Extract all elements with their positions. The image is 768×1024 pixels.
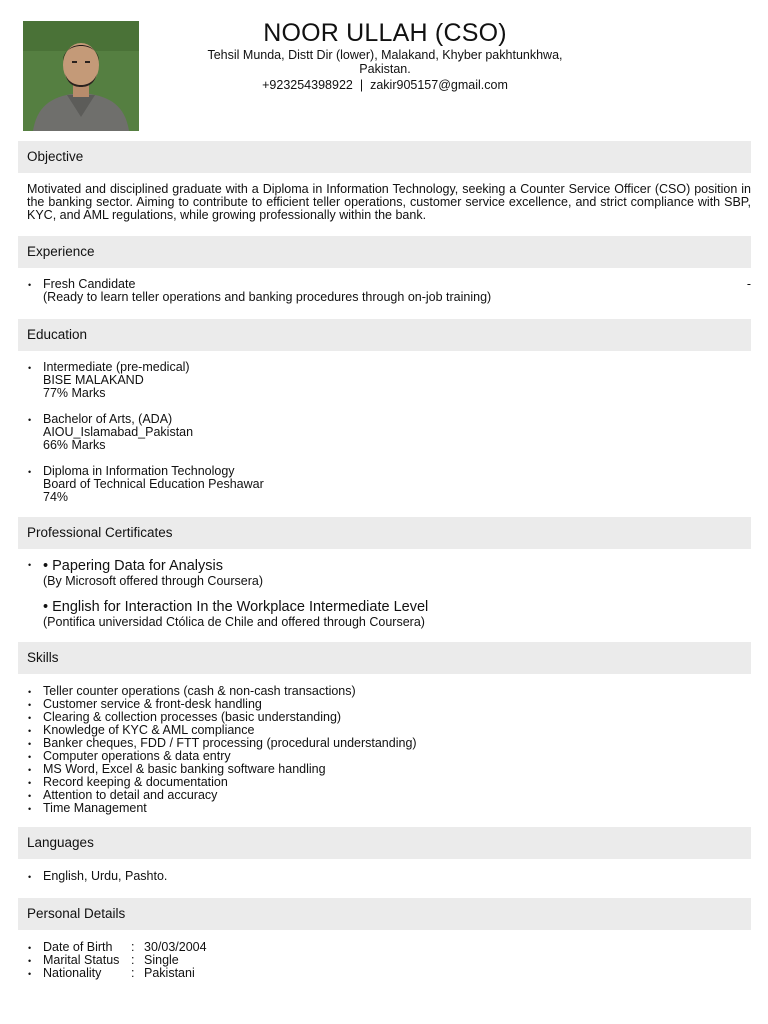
detail-colon: : <box>131 940 135 954</box>
education-block <box>27 361 751 517</box>
certificate-name: • • Papering Data for Analysis <box>43 558 223 574</box>
education-degree: • Bachelor of Arts, (ADA) <box>43 412 173 426</box>
detail-key: Date of Birth <box>43 940 113 954</box>
experience-item <box>27 278 751 304</box>
skill-item: • Knowledge of KYC & AML compliance <box>27 724 751 737</box>
profile-photo <box>23 21 139 131</box>
certificate-provider: (By Microsoft offered through Coursera) <box>43 574 264 588</box>
experience-block <box>27 278 751 304</box>
languages-block <box>27 870 751 883</box>
detail-key: Marital Status <box>43 953 120 967</box>
skill-item: • Banker cheques, FDD / FTT processing (procedural understanding) <box>27 737 751 750</box>
education-item <box>27 413 751 452</box>
skill-item: • MS Word, Excel & basic banking software handling <box>27 763 751 776</box>
certificate-provider: (Pontifica universidad Ctólica de Chile and offered through Coursera) <box>43 615 425 629</box>
objective-text: Motivated and disciplined graduate with a Diploma in Information Technology, seeking a Counter Service Officer (CSO) position in the banking sector. Aiming to contribute to efficient teller operations, customer service excellence, and strict compliance with SBP, KYC, and AML regulations, while growing professionally within the bank. <box>27 182 751 222</box>
skill-item: • Time Management <box>27 802 751 815</box>
detail-colon: : <box>131 966 135 980</box>
contact-line <box>150 78 620 92</box>
address-line-1: Tehsil Munda, Distt Dir (lower), Malakand, Khyber pakhtunkhwa, <box>207 48 563 62</box>
experience-title: • Fresh Candidate <box>43 277 136 291</box>
skill-item: • Teller counter operations (cash & non-cash transactions) <box>27 685 751 698</box>
personal-detail-row <box>27 941 751 954</box>
contact-separator: | <box>359 78 364 92</box>
skill-item: • Attention to detail and accuracy <box>27 789 751 802</box>
detail-value: Pakistani <box>144 966 195 980</box>
education-degree: • Diploma in Information Technology <box>43 464 235 478</box>
resume-header <box>150 18 620 92</box>
skill-item: • Record keeping & documentation <box>27 776 751 789</box>
detail-colon: : <box>131 953 135 967</box>
section-header-experience: Experience <box>18 236 751 268</box>
section-header-languages: Languages <box>18 827 751 859</box>
section-header-personal-details: Personal Details <box>18 898 751 930</box>
education-result: 66% Marks <box>43 438 106 452</box>
section-header-objective: Objective <box>18 141 751 173</box>
personal-detail-row <box>27 954 751 967</box>
education-item <box>27 361 751 400</box>
detail-value: Single <box>144 953 179 967</box>
education-institute: AIOU_Islamabad_Pakistan <box>43 425 194 439</box>
experience-date: - <box>746 277 751 291</box>
education-result: 77% Marks <box>43 386 106 400</box>
section-header-certificates: Professional Certificates <box>18 517 751 549</box>
personal-detail-row <box>27 967 751 980</box>
skill-item: • Customer service & front-desk handling <box>27 698 751 711</box>
phone-number: +923254398922 <box>262 78 353 92</box>
address-line-2: Pakistan. <box>359 62 411 76</box>
skill-item: • Computer operations & data entry <box>27 750 751 763</box>
education-degree: • Intermediate (pre-medical) <box>43 360 190 374</box>
candidate-name: NOOR ULLAH (CSO) <box>263 19 507 47</box>
detail-value: 30/03/2004 <box>144 940 207 954</box>
personal-details-block <box>27 941 751 980</box>
experience-description: (Ready to learn teller operations and banking procedures through on-job training) <box>43 290 492 304</box>
email-address[interactable]: zakir905157@gmail.com <box>370 78 508 92</box>
skill-item: • Clearing & collection processes (basic understanding) <box>27 711 751 724</box>
education-item <box>27 465 751 504</box>
skills-block <box>27 685 751 815</box>
language-item: • English, Urdu, Pashto. <box>27 870 751 883</box>
education-institute: BISE MALAKAND <box>43 373 144 387</box>
certificate-item <box>27 558 751 588</box>
detail-key: Nationality <box>43 966 102 980</box>
certificate-item <box>27 599 751 629</box>
certificates-block <box>27 558 751 629</box>
section-header-skills: Skills <box>18 642 751 674</box>
education-result: 74% <box>43 490 69 504</box>
certificate-name: • English for Interaction In the Workplace Intermediate Level <box>43 599 429 615</box>
section-header-education: Education <box>18 319 751 351</box>
portrait-image <box>23 21 139 131</box>
education-institute: Board of Technical Education Peshawar <box>43 477 264 491</box>
